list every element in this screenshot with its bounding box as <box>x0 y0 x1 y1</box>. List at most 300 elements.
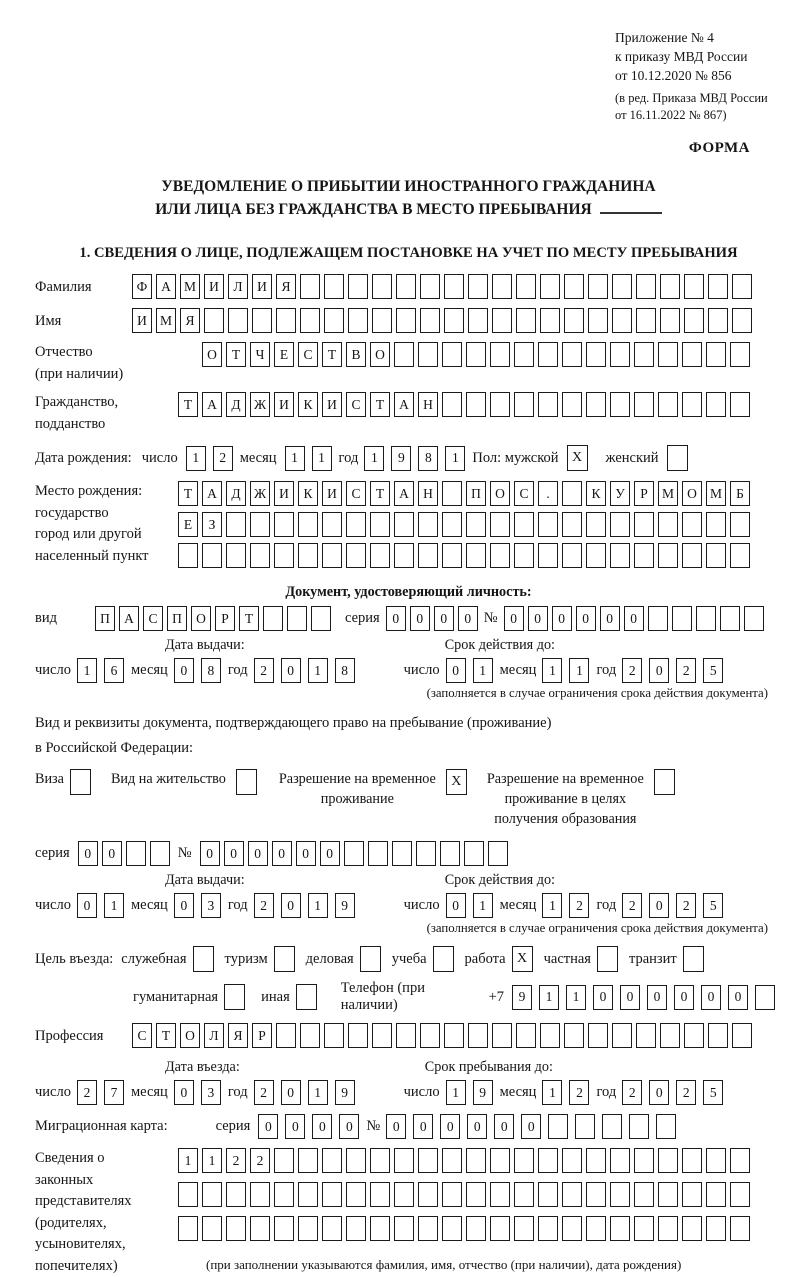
char-cell[interactable] <box>540 1023 560 1048</box>
char-cell[interactable]: 0 <box>200 841 220 866</box>
char-cell[interactable] <box>444 308 464 333</box>
char-cell[interactable] <box>706 1148 726 1173</box>
char-cell[interactable] <box>636 274 656 299</box>
char-cell[interactable] <box>300 274 320 299</box>
char-cell[interactable] <box>516 308 536 333</box>
char-cell[interactable] <box>634 543 654 568</box>
char-cell[interactable]: 1 <box>308 658 328 683</box>
char-cell[interactable]: Р <box>215 606 235 631</box>
char-cell[interactable] <box>648 606 668 631</box>
char-cell[interactable] <box>178 543 198 568</box>
char-cell[interactable]: 5 <box>703 1080 723 1105</box>
char-cell[interactable] <box>488 841 508 866</box>
char-cell[interactable] <box>514 543 534 568</box>
char-cell[interactable]: 8 <box>201 658 221 683</box>
char-cell[interactable] <box>442 481 462 506</box>
char-cell[interactable] <box>202 543 222 568</box>
char-cell[interactable] <box>442 1216 462 1241</box>
char-cell[interactable] <box>490 1216 510 1241</box>
char-cell[interactable]: Я <box>180 308 200 333</box>
char-cell[interactable]: 2 <box>254 893 274 918</box>
char-cell[interactable] <box>634 1216 654 1241</box>
char-cell[interactable] <box>634 512 654 537</box>
purpose-private-checkbox[interactable] <box>597 946 618 972</box>
char-cell[interactable] <box>696 606 716 631</box>
char-cell[interactable] <box>370 543 390 568</box>
char-cell[interactable]: П <box>95 606 115 631</box>
char-cell[interactable] <box>468 274 488 299</box>
char-cell[interactable] <box>442 512 462 537</box>
char-cell[interactable] <box>634 1182 654 1207</box>
char-cell[interactable]: 8 <box>418 446 438 471</box>
char-cell[interactable]: 0 <box>494 1114 514 1139</box>
char-cell[interactable]: 0 <box>174 658 194 683</box>
char-cell[interactable]: 9 <box>473 1080 493 1105</box>
char-cell[interactable]: 1 <box>446 1080 466 1105</box>
char-cell[interactable]: 2 <box>676 658 696 683</box>
char-cell[interactable] <box>298 1182 318 1207</box>
char-cell[interactable] <box>348 308 368 333</box>
char-cell[interactable]: 2 <box>254 658 274 683</box>
char-cell[interactable]: И <box>132 308 152 333</box>
edu-residence-checkbox[interactable] <box>654 769 675 795</box>
char-cell[interactable] <box>634 1148 654 1173</box>
char-cell[interactable] <box>660 308 680 333</box>
char-cell[interactable] <box>706 342 726 367</box>
char-cell[interactable]: 0 <box>320 841 340 866</box>
char-cell[interactable]: Т <box>239 606 259 631</box>
char-cell[interactable]: 8 <box>335 658 355 683</box>
char-cell[interactable]: . <box>538 481 558 506</box>
char-cell[interactable] <box>418 512 438 537</box>
char-cell[interactable]: И <box>322 392 342 417</box>
char-cell[interactable]: Д <box>226 392 246 417</box>
char-cell[interactable]: 0 <box>248 841 268 866</box>
char-cell[interactable] <box>150 841 170 866</box>
char-cell[interactable] <box>274 1182 294 1207</box>
char-cell[interactable] <box>516 274 536 299</box>
char-cell[interactable]: 0 <box>674 985 694 1010</box>
char-cell[interactable]: 0 <box>649 1080 669 1105</box>
char-cell[interactable] <box>468 308 488 333</box>
char-cell[interactable] <box>732 1023 752 1048</box>
char-cell[interactable] <box>610 543 630 568</box>
char-cell[interactable] <box>660 274 680 299</box>
char-cell[interactable] <box>204 308 224 333</box>
char-cell[interactable] <box>684 1023 704 1048</box>
char-cell[interactable]: 0 <box>281 658 301 683</box>
char-cell[interactable] <box>610 1148 630 1173</box>
char-cell[interactable] <box>634 342 654 367</box>
char-cell[interactable] <box>394 1148 414 1173</box>
char-cell[interactable] <box>514 1148 534 1173</box>
char-cell[interactable]: 0 <box>647 985 667 1010</box>
char-cell[interactable]: Н <box>418 481 438 506</box>
char-cell[interactable] <box>444 274 464 299</box>
char-cell[interactable] <box>538 342 558 367</box>
char-cell[interactable] <box>394 342 414 367</box>
char-cell[interactable]: 0 <box>467 1114 487 1139</box>
char-cell[interactable] <box>564 308 584 333</box>
char-cell[interactable]: Н <box>418 392 438 417</box>
char-cell[interactable] <box>346 512 366 537</box>
char-cell[interactable]: 0 <box>281 893 301 918</box>
char-cell[interactable] <box>274 512 294 537</box>
char-cell[interactable] <box>658 1148 678 1173</box>
char-cell[interactable]: 1 <box>308 1080 328 1105</box>
char-cell[interactable] <box>610 392 630 417</box>
char-cell[interactable] <box>372 1023 392 1048</box>
char-cell[interactable]: М <box>156 308 176 333</box>
char-cell[interactable] <box>586 1148 606 1173</box>
char-cell[interactable]: Л <box>204 1023 224 1048</box>
char-cell[interactable] <box>250 543 270 568</box>
char-cell[interactable]: П <box>466 481 486 506</box>
char-cell[interactable]: 0 <box>620 985 640 1010</box>
visa-checkbox[interactable] <box>70 769 91 795</box>
char-cell[interactable]: М <box>180 274 200 299</box>
char-cell[interactable] <box>706 1216 726 1241</box>
char-cell[interactable] <box>298 512 318 537</box>
char-cell[interactable]: 1 <box>473 893 493 918</box>
char-cell[interactable] <box>586 512 606 537</box>
purpose-tourism-checkbox[interactable] <box>274 946 295 972</box>
char-cell[interactable] <box>586 392 606 417</box>
char-cell[interactable]: А <box>202 392 222 417</box>
char-cell[interactable] <box>396 1023 416 1048</box>
char-cell[interactable]: 0 <box>624 606 644 631</box>
char-cell[interactable] <box>252 308 272 333</box>
char-cell[interactable]: Д <box>226 481 246 506</box>
char-cell[interactable] <box>708 274 728 299</box>
char-cell[interactable] <box>612 308 632 333</box>
char-cell[interactable]: 5 <box>703 893 723 918</box>
char-cell[interactable] <box>276 308 296 333</box>
char-cell[interactable] <box>562 512 582 537</box>
char-cell[interactable] <box>538 1182 558 1207</box>
char-cell[interactable] <box>348 274 368 299</box>
char-cell[interactable] <box>706 543 726 568</box>
char-cell[interactable]: 1 <box>202 1148 222 1173</box>
char-cell[interactable] <box>612 274 632 299</box>
char-cell[interactable] <box>658 392 678 417</box>
char-cell[interactable]: И <box>322 481 342 506</box>
char-cell[interactable]: 1 <box>566 985 586 1010</box>
char-cell[interactable]: 9 <box>512 985 532 1010</box>
char-cell[interactable] <box>394 512 414 537</box>
char-cell[interactable] <box>311 606 331 631</box>
char-cell[interactable]: 2 <box>254 1080 274 1105</box>
char-cell[interactable] <box>540 274 560 299</box>
purpose-transit-checkbox[interactable] <box>683 946 704 972</box>
char-cell[interactable]: А <box>156 274 176 299</box>
char-cell[interactable]: Ч <box>250 342 270 367</box>
char-cell[interactable] <box>274 543 294 568</box>
char-cell[interactable] <box>562 543 582 568</box>
char-cell[interactable] <box>394 543 414 568</box>
char-cell[interactable]: 0 <box>458 606 478 631</box>
char-cell[interactable] <box>575 1114 595 1139</box>
char-cell[interactable] <box>466 543 486 568</box>
char-cell[interactable]: 0 <box>552 606 572 631</box>
char-cell[interactable]: 0 <box>224 841 244 866</box>
char-cell[interactable]: Я <box>228 1023 248 1048</box>
char-cell[interactable] <box>684 274 704 299</box>
char-cell[interactable] <box>442 392 462 417</box>
char-cell[interactable]: 0 <box>593 985 613 1010</box>
char-cell[interactable] <box>658 1182 678 1207</box>
char-cell[interactable] <box>228 308 248 333</box>
char-cell[interactable] <box>300 1023 320 1048</box>
char-cell[interactable]: 0 <box>701 985 721 1010</box>
char-cell[interactable] <box>682 392 702 417</box>
char-cell[interactable]: 0 <box>446 658 466 683</box>
char-cell[interactable]: 6 <box>104 658 124 683</box>
char-cell[interactable] <box>732 308 752 333</box>
char-cell[interactable] <box>730 1148 750 1173</box>
char-cell[interactable] <box>420 274 440 299</box>
char-cell[interactable]: 2 <box>676 893 696 918</box>
char-cell[interactable] <box>588 1023 608 1048</box>
char-cell[interactable]: Т <box>370 392 390 417</box>
char-cell[interactable]: 5 <box>703 658 723 683</box>
char-cell[interactable] <box>658 342 678 367</box>
char-cell[interactable]: 0 <box>386 606 406 631</box>
char-cell[interactable]: 0 <box>410 606 430 631</box>
char-cell[interactable] <box>274 1216 294 1241</box>
char-cell[interactable] <box>468 1023 488 1048</box>
char-cell[interactable] <box>442 1148 462 1173</box>
char-cell[interactable] <box>322 1182 342 1207</box>
purpose-study-checkbox[interactable] <box>433 946 454 972</box>
char-cell[interactable]: 0 <box>102 841 122 866</box>
female-checkbox[interactable] <box>667 445 688 471</box>
char-cell[interactable] <box>629 1114 649 1139</box>
char-cell[interactable]: 2 <box>77 1080 97 1105</box>
char-cell[interactable]: 1 <box>445 446 465 471</box>
char-cell[interactable]: С <box>346 481 366 506</box>
char-cell[interactable]: 0 <box>434 606 454 631</box>
char-cell[interactable]: 0 <box>440 1114 460 1139</box>
char-cell[interactable]: А <box>119 606 139 631</box>
char-cell[interactable]: 3 <box>201 893 221 918</box>
char-cell[interactable] <box>660 1023 680 1048</box>
char-cell[interactable] <box>732 274 752 299</box>
char-cell[interactable]: 0 <box>649 658 669 683</box>
char-cell[interactable] <box>300 308 320 333</box>
char-cell[interactable]: Е <box>178 512 198 537</box>
char-cell[interactable] <box>368 841 388 866</box>
char-cell[interactable] <box>540 308 560 333</box>
char-cell[interactable] <box>612 1023 632 1048</box>
purpose-work-checkbox[interactable]: X <box>512 946 533 972</box>
char-cell[interactable]: 0 <box>728 985 748 1010</box>
char-cell[interactable]: Б <box>730 481 750 506</box>
char-cell[interactable] <box>263 606 283 631</box>
char-cell[interactable]: 2 <box>569 1080 589 1105</box>
char-cell[interactable]: Т <box>156 1023 176 1048</box>
char-cell[interactable]: Т <box>226 342 246 367</box>
char-cell[interactable]: 2 <box>569 893 589 918</box>
char-cell[interactable] <box>344 841 364 866</box>
char-cell[interactable] <box>610 342 630 367</box>
char-cell[interactable]: 1 <box>186 446 206 471</box>
char-cell[interactable] <box>514 342 534 367</box>
char-cell[interactable]: 0 <box>78 841 98 866</box>
char-cell[interactable] <box>442 543 462 568</box>
residence-permit-checkbox[interactable] <box>236 769 257 795</box>
char-cell[interactable] <box>324 274 344 299</box>
char-cell[interactable] <box>682 1148 702 1173</box>
char-cell[interactable]: О <box>682 481 702 506</box>
char-cell[interactable] <box>226 1216 246 1241</box>
char-cell[interactable]: А <box>394 392 414 417</box>
char-cell[interactable] <box>538 543 558 568</box>
char-cell[interactable] <box>588 308 608 333</box>
char-cell[interactable]: О <box>180 1023 200 1048</box>
char-cell[interactable]: 0 <box>386 1114 406 1139</box>
char-cell[interactable]: В <box>346 342 366 367</box>
char-cell[interactable] <box>250 512 270 537</box>
char-cell[interactable]: Е <box>274 342 294 367</box>
char-cell[interactable] <box>420 308 440 333</box>
char-cell[interactable]: 1 <box>104 893 124 918</box>
char-cell[interactable]: 0 <box>296 841 316 866</box>
char-cell[interactable]: 7 <box>104 1080 124 1105</box>
char-cell[interactable] <box>298 543 318 568</box>
char-cell[interactable]: Я <box>276 274 296 299</box>
char-cell[interactable] <box>178 1182 198 1207</box>
char-cell[interactable]: 9 <box>335 1080 355 1105</box>
char-cell[interactable]: 0 <box>258 1114 278 1139</box>
char-cell[interactable] <box>548 1114 568 1139</box>
char-cell[interactable] <box>466 1148 486 1173</box>
char-cell[interactable] <box>420 1023 440 1048</box>
char-cell[interactable]: 0 <box>77 893 97 918</box>
char-cell[interactable] <box>708 1023 728 1048</box>
char-cell[interactable] <box>562 392 582 417</box>
char-cell[interactable] <box>682 543 702 568</box>
char-cell[interactable] <box>490 512 510 537</box>
char-cell[interactable] <box>178 1216 198 1241</box>
char-cell[interactable]: 1 <box>542 893 562 918</box>
char-cell[interactable]: 2 <box>676 1080 696 1105</box>
char-cell[interactable]: 2 <box>622 893 642 918</box>
char-cell[interactable]: Т <box>178 481 198 506</box>
char-cell[interactable] <box>682 1216 702 1241</box>
char-cell[interactable] <box>466 342 486 367</box>
char-cell[interactable] <box>444 1023 464 1048</box>
char-cell[interactable] <box>610 1182 630 1207</box>
char-cell[interactable] <box>466 1216 486 1241</box>
char-cell[interactable] <box>708 308 728 333</box>
char-cell[interactable] <box>370 512 390 537</box>
char-cell[interactable]: Р <box>634 481 654 506</box>
char-cell[interactable]: И <box>274 481 294 506</box>
char-cell[interactable]: К <box>298 392 318 417</box>
char-cell[interactable] <box>538 392 558 417</box>
char-cell[interactable]: 1 <box>542 658 562 683</box>
char-cell[interactable]: 0 <box>312 1114 332 1139</box>
char-cell[interactable] <box>706 1182 726 1207</box>
char-cell[interactable]: У <box>610 481 630 506</box>
char-cell[interactable] <box>418 1216 438 1241</box>
char-cell[interactable] <box>610 512 630 537</box>
char-cell[interactable] <box>730 1216 750 1241</box>
char-cell[interactable] <box>706 392 726 417</box>
char-cell[interactable] <box>416 841 436 866</box>
char-cell[interactable] <box>202 1182 222 1207</box>
char-cell[interactable] <box>440 841 460 866</box>
char-cell[interactable]: 0 <box>504 606 524 631</box>
char-cell[interactable]: 0 <box>446 893 466 918</box>
char-cell[interactable] <box>226 543 246 568</box>
char-cell[interactable] <box>490 392 510 417</box>
char-cell[interactable] <box>322 543 342 568</box>
char-cell[interactable] <box>392 841 412 866</box>
char-cell[interactable] <box>514 1216 534 1241</box>
char-cell[interactable] <box>564 1023 584 1048</box>
char-cell[interactable]: И <box>274 392 294 417</box>
char-cell[interactable] <box>466 392 486 417</box>
char-cell[interactable] <box>466 1182 486 1207</box>
char-cell[interactable]: 1 <box>178 1148 198 1173</box>
char-cell[interactable] <box>682 1182 702 1207</box>
char-cell[interactable]: 0 <box>174 1080 194 1105</box>
char-cell[interactable]: 0 <box>285 1114 305 1139</box>
char-cell[interactable] <box>442 342 462 367</box>
char-cell[interactable] <box>538 1148 558 1173</box>
char-cell[interactable] <box>370 1148 390 1173</box>
char-cell[interactable] <box>418 1182 438 1207</box>
char-cell[interactable] <box>322 512 342 537</box>
char-cell[interactable] <box>226 512 246 537</box>
char-cell[interactable] <box>658 512 678 537</box>
char-cell[interactable]: М <box>658 481 678 506</box>
char-cell[interactable]: 1 <box>542 1080 562 1105</box>
char-cell[interactable]: 0 <box>174 893 194 918</box>
char-cell[interactable] <box>394 1182 414 1207</box>
char-cell[interactable] <box>490 1148 510 1173</box>
char-cell[interactable] <box>720 606 740 631</box>
char-cell[interactable]: 1 <box>285 446 305 471</box>
char-cell[interactable]: 0 <box>272 841 292 866</box>
char-cell[interactable] <box>564 274 584 299</box>
char-cell[interactable]: Р <box>252 1023 272 1048</box>
char-cell[interactable] <box>610 1216 630 1241</box>
char-cell[interactable]: О <box>191 606 211 631</box>
char-cell[interactable]: О <box>490 481 510 506</box>
char-cell[interactable] <box>586 342 606 367</box>
char-cell[interactable] <box>602 1114 622 1139</box>
char-cell[interactable] <box>324 1023 344 1048</box>
char-cell[interactable]: А <box>202 481 222 506</box>
char-cell[interactable] <box>298 1148 318 1173</box>
char-cell[interactable]: 1 <box>569 658 589 683</box>
char-cell[interactable] <box>658 1216 678 1241</box>
char-cell[interactable]: 0 <box>281 1080 301 1105</box>
char-cell[interactable] <box>730 392 750 417</box>
char-cell[interactable]: С <box>143 606 163 631</box>
char-cell[interactable]: 1 <box>312 446 332 471</box>
char-cell[interactable] <box>276 1023 296 1048</box>
char-cell[interactable] <box>684 308 704 333</box>
char-cell[interactable] <box>287 606 307 631</box>
char-cell[interactable]: Ж <box>250 481 270 506</box>
char-cell[interactable]: Т <box>370 481 390 506</box>
char-cell[interactable] <box>322 1148 342 1173</box>
char-cell[interactable] <box>634 392 654 417</box>
